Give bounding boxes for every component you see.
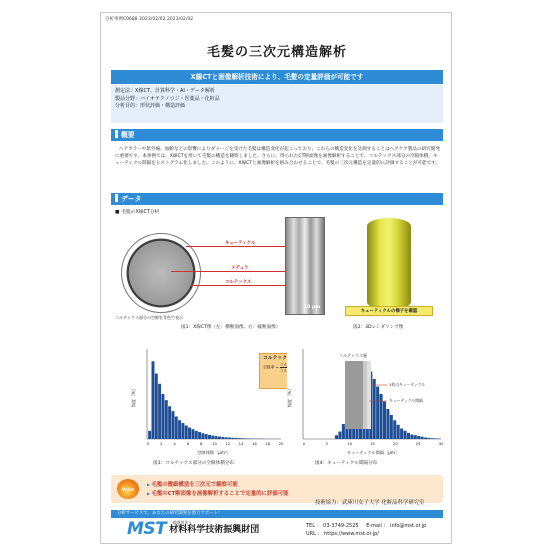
histogram-bar bbox=[386, 409, 389, 439]
cuticle-label: キューティクル bbox=[225, 241, 256, 246]
ct-cross-section-image bbox=[121, 233, 201, 313]
one-cuticle-label: 1枚のキューティクル bbox=[389, 382, 426, 387]
histogram-bar bbox=[400, 429, 403, 440]
histogram-bar bbox=[393, 420, 396, 439]
porosity-formula: 空隙率 = コルテックス部分の空隙体積 コルテックス部分の全体体積 × 100 bbox=[263, 362, 343, 373]
meta-row: 測定法：X線CT、計算科学・AI・データ解析 bbox=[115, 88, 215, 94]
cortex-layer-inset bbox=[345, 361, 363, 429]
footer-band: 分析サービスで、あなたの研究開発を強力サポート！ bbox=[111, 510, 443, 518]
summary-banner: X線CTと画像解析技術により、毛髪の定量評価が可能です bbox=[111, 70, 443, 84]
document-page bbox=[100, 12, 452, 544]
hair-3d-render-image bbox=[367, 218, 411, 310]
x-tick-label: 20 bbox=[278, 441, 283, 446]
x-tick-label: 5 bbox=[325, 441, 329, 446]
cuticle-arrow bbox=[186, 246, 285, 247]
data-heading: データ bbox=[111, 193, 443, 205]
meta-block bbox=[111, 85, 443, 123]
histogram-bar bbox=[228, 438, 231, 439]
histogram-bar bbox=[414, 435, 417, 439]
histogram-bar bbox=[241, 438, 244, 439]
histogram-bar bbox=[335, 435, 338, 439]
y-axis-label: 頻度［%］ bbox=[131, 386, 136, 408]
x-tick-label: 15 bbox=[370, 441, 375, 446]
histogram-bar bbox=[162, 394, 165, 439]
histogram-bar bbox=[158, 384, 161, 439]
histogram-bar bbox=[175, 417, 178, 440]
histogram-bar bbox=[225, 437, 228, 439]
x-tick-label: 30 bbox=[438, 441, 444, 446]
histogram-bar bbox=[383, 402, 386, 440]
histogram-bar bbox=[342, 424, 345, 439]
histogram-bar bbox=[390, 415, 393, 439]
meta-row: 製品分野：バイオテクノロジ・医薬品・化粧品 bbox=[115, 95, 220, 102]
x-tick-label: 0 bbox=[302, 441, 306, 446]
histogram-bar bbox=[171, 411, 174, 439]
date-2: 2023/02/02 bbox=[167, 17, 194, 22]
histogram-bar bbox=[428, 438, 431, 439]
histogram-bar bbox=[178, 420, 181, 439]
histogram-bar bbox=[208, 435, 211, 439]
histogram-bar bbox=[417, 436, 420, 439]
histogram-bar bbox=[181, 423, 184, 439]
blue-void-note: コルテックス部分の空隙を青色で表示 bbox=[115, 315, 183, 320]
histogram-bar bbox=[235, 438, 238, 439]
x-tick-label: 6 bbox=[186, 441, 190, 446]
histogram-bar bbox=[431, 438, 434, 439]
x-tick-label: 10 bbox=[212, 441, 217, 446]
histogram-bar bbox=[231, 438, 234, 439]
histogram-bar bbox=[410, 435, 413, 440]
figure4-caption: 図4：キューティクル間隔分布 bbox=[315, 461, 378, 466]
x-axis-label: キューティクル間隔［µm］ bbox=[346, 450, 400, 455]
date-1: 2023/02/02 bbox=[139, 17, 166, 22]
figure2-caption: 図2：3Dレンダリング像 bbox=[353, 325, 404, 330]
histogram-bar bbox=[424, 438, 427, 440]
contact-info bbox=[306, 522, 426, 538]
histogram-bar bbox=[198, 432, 201, 439]
histogram-bar bbox=[434, 438, 437, 439]
header-line bbox=[105, 16, 193, 22]
email: E-mail ： info@mst.or.jp bbox=[366, 523, 427, 529]
overview-text: ヘアカラーや紫外線、加齢などの影響によりダメージを受けた毛髪は構造変化が起こっており、これらの構造変化を計測することはヘアケア製品の研究開発に重要です。本事例では、X線CTを用いて毛髪の構造を観察しました。さらに、得られたCT断面像を画像解析することで、コルテックス部分の空隙体積、キューティクル間隔をヒストグラム化しました。このように、X線CTと画像解析を組み合わせることで、毛髪の三次元構造を定量的に評価することが可能です。 bbox=[115, 147, 441, 166]
histogram-bar bbox=[148, 431, 151, 439]
mst-logo: MST 一般財団法人 材料科学技術振興財団 bbox=[127, 519, 260, 539]
x-tick-label: 8 bbox=[199, 441, 203, 446]
y-axis-label: 頻度［%］ bbox=[287, 386, 292, 408]
cortex-arrow bbox=[191, 285, 285, 286]
tel: TEL ： 03-3749-2525 bbox=[306, 523, 359, 529]
meta-row: 分析目的：形状評価・構造評価 bbox=[115, 103, 186, 109]
x-tick-label: 4 bbox=[173, 441, 176, 446]
histogram-bar bbox=[238, 438, 241, 439]
histogram-bar bbox=[191, 429, 194, 439]
histogram-bar bbox=[195, 431, 198, 439]
cortex-layer-label: コルテックス層 bbox=[339, 353, 367, 358]
x-axis-label: 空隙体積［µm³］ bbox=[197, 450, 231, 455]
data-subtitle: ■ 毛髪のX線CT分析 bbox=[115, 210, 160, 215]
histogram-bar bbox=[404, 431, 407, 439]
cuticle-observation-label: キューティクルの様子を確認 bbox=[345, 306, 433, 316]
overview-heading: 概要 bbox=[111, 129, 443, 141]
histogram-bar bbox=[376, 387, 379, 440]
point-item: ▶ 毛髪のCT断面像を画像解析することで定量的に評価可能 bbox=[147, 489, 288, 497]
histogram-bar bbox=[218, 437, 221, 439]
histogram-bar bbox=[407, 433, 410, 439]
histogram-bar bbox=[338, 432, 341, 440]
tech-cooperation: 技術協力：武庫川女子大学 化粧品科学研究室 bbox=[315, 500, 425, 506]
histogram-bar bbox=[221, 437, 224, 439]
histogram-bar bbox=[185, 426, 188, 440]
histogram-bar bbox=[152, 361, 155, 439]
histogram-bar bbox=[188, 428, 191, 439]
medulla-label: メデュラ bbox=[231, 266, 249, 271]
x-tick-label: 16 bbox=[251, 441, 257, 446]
scale-bar-label: 10 µm bbox=[304, 305, 321, 310]
histogram-bar bbox=[155, 374, 158, 439]
figure3-caption: 図3：コルテックス部分の空隙体積分布 bbox=[153, 461, 234, 466]
x-tick-label: 25 bbox=[415, 441, 421, 446]
histogram-bar bbox=[201, 433, 204, 439]
histogram-bar bbox=[373, 379, 376, 439]
cuticle-interval-histogram bbox=[287, 341, 445, 459]
url[interactable]: URL ： https://www.mst.or.jp/ bbox=[306, 531, 379, 537]
page-title: 毛髪の三次元構造解析 bbox=[206, 45, 347, 60]
histogram-bar bbox=[215, 436, 218, 439]
x-tick-label: 20 bbox=[392, 441, 398, 446]
x-tick-label: 2 bbox=[160, 441, 163, 446]
porosity-value: コルテックス部分の空隙率=1.5% bbox=[263, 356, 338, 361]
case-number: 分析事例C0688 bbox=[105, 17, 138, 22]
histogram-bar bbox=[205, 434, 208, 439]
histogram-bar bbox=[245, 438, 248, 439]
point-badge: Point bbox=[117, 479, 139, 499]
ct-longitudinal-image bbox=[285, 217, 325, 315]
x-tick-label: 18 bbox=[265, 441, 271, 446]
histogram-bar bbox=[211, 436, 214, 439]
medulla-arrow bbox=[171, 271, 285, 272]
figure1-caption: 図1：X線CT像（左：横断面像、右：縦断面像） bbox=[181, 325, 281, 330]
histogram-bar bbox=[421, 437, 424, 439]
x-tick-label: 14 bbox=[238, 441, 244, 446]
point-item: ▶ 毛髪の微細構造を三次元で観察可能 bbox=[147, 480, 238, 488]
x-tick-label: 10 bbox=[347, 441, 353, 446]
cuticle-interval-label: キューティクル間隔 bbox=[389, 398, 423, 403]
histogram-bar bbox=[168, 406, 171, 439]
x-tick-label: 0 bbox=[146, 441, 150, 446]
cortex-label: コルテックス bbox=[225, 280, 252, 285]
histogram-bar bbox=[165, 400, 168, 439]
histogram-bar bbox=[397, 425, 400, 439]
x-tick-label: 12 bbox=[225, 441, 231, 446]
